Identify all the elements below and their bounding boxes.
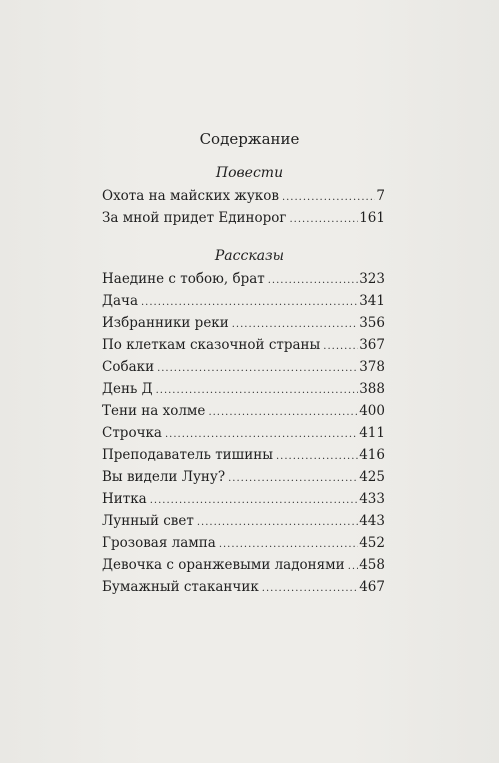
toc-entry-title: Бумажный стаканчик: [102, 579, 259, 595]
section-heading-stories: Рассказы: [214, 248, 285, 264]
toc-entry-page: 367: [359, 337, 385, 353]
dot-leader: [208, 402, 358, 424]
dot-leader: [197, 512, 358, 534]
dot-leader: [141, 292, 358, 314]
toc-entry-page: 356: [359, 315, 385, 331]
toc-entry[interactable]: [102, 378, 385, 400]
toc-entry-page: 411: [359, 425, 385, 441]
toc-entry[interactable]: [102, 290, 385, 312]
dot-leader: [150, 490, 358, 512]
toc-entry-page: 467: [359, 579, 385, 595]
toc-entry-page: 7: [376, 188, 385, 204]
toc-entry-page: 416: [359, 447, 385, 463]
toc-entry-page: 425: [359, 469, 385, 485]
toc-entry-title: Собаки: [102, 359, 155, 375]
dot-leader: [157, 358, 358, 380]
dot-leader: [348, 556, 359, 578]
toc-section-stories: [102, 268, 385, 598]
toc-entry-title: Преподаватель тишины: [102, 447, 273, 463]
section-heading-novellas: Повести: [215, 165, 284, 181]
toc-entry[interactable]: [102, 334, 385, 356]
toc-entry-title: Грозовая лампа: [102, 535, 216, 551]
toc-entry-title: Наедине с тобою, брат: [102, 271, 265, 287]
dot-leader: [219, 534, 358, 556]
toc-entry-page: 341: [359, 293, 385, 309]
toc-entry[interactable]: [102, 554, 385, 576]
toc-entry-title: По клеткам сказочной страны: [102, 337, 321, 353]
toc-entry-page: 378: [359, 359, 385, 375]
toc-entry[interactable]: [102, 466, 385, 488]
dot-leader: [268, 270, 358, 292]
toc-entry[interactable]: [102, 356, 385, 378]
dot-leader: [290, 209, 359, 231]
toc-entry[interactable]: [102, 312, 385, 334]
dot-leader: [323, 336, 358, 358]
toc-entry[interactable]: [102, 422, 385, 444]
toc-entry-title: Избранники реки: [102, 315, 229, 331]
toc-entry-page: 400: [359, 403, 385, 419]
dot-leader: [232, 314, 358, 336]
toc-entry-title: Вы видели Луну?: [102, 469, 226, 485]
toc-entry-page: 433: [359, 491, 385, 507]
dot-leader: [165, 424, 358, 446]
toc-entry-page: 443: [359, 513, 385, 529]
toc-entry-title: За мной придет Единорог: [102, 210, 287, 226]
toc-entry-page: 161: [359, 210, 385, 226]
dot-leader: [282, 187, 375, 209]
contents-title: Содержание: [199, 130, 300, 148]
toc-entry[interactable]: [102, 444, 385, 466]
toc-entry-page: 323: [359, 271, 385, 287]
toc-entry-title: Тени на холме: [102, 403, 206, 419]
toc-entry[interactable]: [102, 207, 385, 229]
toc-section-novellas: [102, 185, 385, 229]
toc-entry[interactable]: [102, 532, 385, 554]
dot-leader: [228, 468, 358, 490]
toc-entry-title: День Д: [102, 381, 153, 397]
toc-entry[interactable]: [102, 185, 385, 207]
toc-entry-title: Лунный свет: [102, 513, 194, 529]
toc-entry[interactable]: [102, 400, 385, 422]
dot-leader: [262, 578, 358, 600]
toc-entry[interactable]: [102, 576, 385, 598]
toc-entry-title: Девочка с оранжевыми ладонями: [102, 557, 345, 573]
toc-entry[interactable]: [102, 510, 385, 532]
dot-leader: [156, 380, 359, 402]
toc-entry-title: Строчка: [102, 425, 162, 441]
toc-entry[interactable]: [102, 488, 385, 510]
toc-entry-page: 458: [359, 557, 385, 573]
toc-entry-title: Охота на майских жуков: [102, 188, 279, 204]
toc-entry-page: 388: [359, 381, 385, 397]
toc-entry-page: 452: [359, 535, 385, 551]
toc-entry-title: Дача: [102, 293, 138, 309]
toc-entry-title: Нитка: [102, 491, 147, 507]
dot-leader: [276, 446, 358, 468]
toc-entry[interactable]: [102, 268, 385, 290]
